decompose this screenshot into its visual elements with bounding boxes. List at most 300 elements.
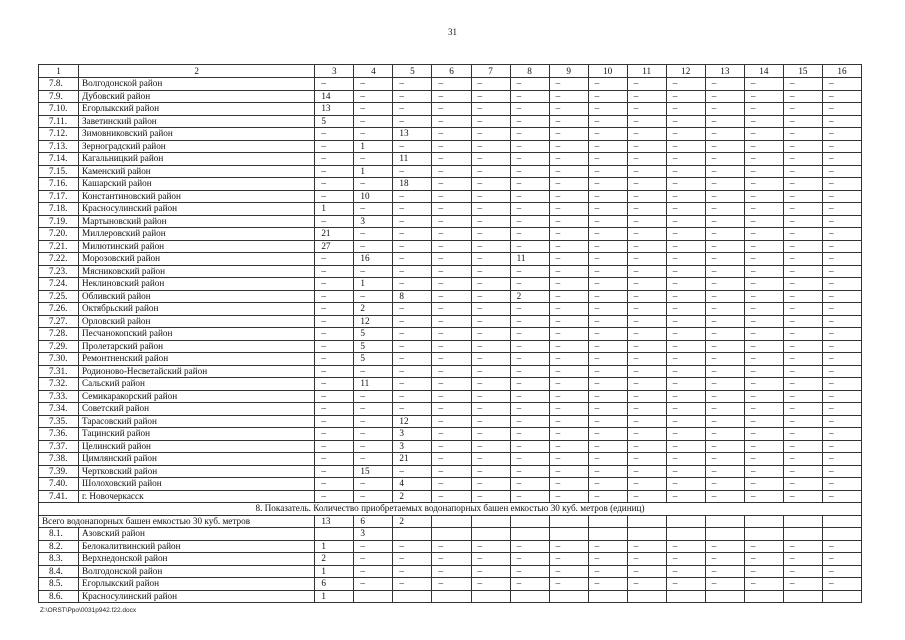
value-cell: – [705, 178, 744, 191]
district-name: Белокалитвинский район [79, 540, 315, 553]
value-cell: – [822, 390, 861, 403]
value-cell: – [510, 540, 549, 553]
value-cell: – [705, 415, 744, 428]
value-cell: – [627, 303, 666, 316]
value-cell: – [471, 390, 510, 403]
value-cell: – [432, 290, 471, 303]
value-cell: – [432, 478, 471, 491]
value-cell: – [549, 278, 588, 291]
data-table [38, 64, 862, 603]
value-cell: – [822, 140, 861, 153]
value-cell: – [471, 440, 510, 453]
value-cell: – [471, 290, 510, 303]
value-cell: – [315, 353, 354, 366]
value-cell: – [354, 240, 393, 253]
value-cell: – [354, 440, 393, 453]
value-cell [510, 515, 549, 528]
value-cell: – [705, 553, 744, 566]
district-name: Волгодонской район [79, 78, 315, 91]
value-cell: – [510, 565, 549, 578]
value-cell: – [315, 253, 354, 266]
value-cell: – [744, 415, 783, 428]
value-cell: – [432, 203, 471, 216]
value-cell: – [549, 128, 588, 141]
value-cell: – [432, 440, 471, 453]
value-cell: – [432, 428, 471, 441]
district-name: г. Новочеркасск [79, 490, 315, 503]
value-cell: – [744, 478, 783, 491]
district-name: Егорлыкский район [79, 578, 315, 591]
district-name: Морозовский район [79, 253, 315, 266]
value-cell: – [783, 278, 822, 291]
value-cell: – [393, 253, 432, 266]
value-cell: – [315, 378, 354, 391]
value-cell: – [549, 265, 588, 278]
row-number: 7.15. [39, 165, 79, 178]
value-cell: – [549, 365, 588, 378]
value-cell: – [705, 78, 744, 91]
value-cell: – [822, 478, 861, 491]
value-cell: – [393, 365, 432, 378]
value-cell: – [783, 553, 822, 566]
value-cell: – [822, 203, 861, 216]
value-cell: – [432, 365, 471, 378]
value-cell [588, 528, 627, 541]
value-cell: – [510, 553, 549, 566]
value-cell: – [471, 340, 510, 353]
value-cell: – [705, 365, 744, 378]
value-cell: 12 [354, 315, 393, 328]
value-cell: – [705, 103, 744, 116]
header-row [39, 65, 862, 78]
value-cell: – [393, 328, 432, 341]
value-cell: – [588, 403, 627, 416]
district-name: Красносулинский район [79, 590, 315, 603]
value-cell [432, 515, 471, 528]
value-cell: 21 [393, 453, 432, 466]
district-name: Зерноградский район [79, 140, 315, 153]
value-cell: – [744, 540, 783, 553]
value-cell: 2 [393, 515, 432, 528]
value-cell: 5 [354, 340, 393, 353]
value-cell: – [393, 303, 432, 316]
value-cell: – [783, 415, 822, 428]
value-cell: – [549, 103, 588, 116]
district-name: Милютинский район [79, 240, 315, 253]
value-cell: – [666, 128, 705, 141]
value-cell: – [705, 140, 744, 153]
value-cell: – [315, 490, 354, 503]
value-cell: – [354, 115, 393, 128]
value-cell: – [783, 303, 822, 316]
value-cell: – [471, 565, 510, 578]
row-number: 7.18. [39, 203, 79, 216]
value-cell: – [510, 228, 549, 241]
value-cell: – [549, 253, 588, 266]
value-cell: – [549, 340, 588, 353]
value-cell: 6 [354, 515, 393, 528]
district-name: Тарасовский район [79, 415, 315, 428]
value-cell: – [471, 165, 510, 178]
value-cell: – [549, 465, 588, 478]
value-cell: 4 [393, 478, 432, 491]
value-cell: – [705, 228, 744, 241]
district-name: Дубовский район [79, 90, 315, 103]
value-cell [432, 528, 471, 541]
value-cell: – [393, 465, 432, 478]
value-cell: – [822, 453, 861, 466]
total-row [39, 515, 862, 528]
value-cell: – [354, 553, 393, 566]
value-cell: – [744, 340, 783, 353]
value-cell: – [510, 328, 549, 341]
total-label: Всего водонапорных башен емкостью 30 куб. метров [39, 515, 315, 528]
value-cell: – [354, 153, 393, 166]
value-cell [549, 590, 588, 603]
value-cell: – [588, 428, 627, 441]
value-cell: – [705, 265, 744, 278]
value-cell: – [432, 228, 471, 241]
value-cell: – [705, 253, 744, 266]
value-cell: – [315, 403, 354, 416]
value-cell: – [471, 115, 510, 128]
table-row [39, 328, 862, 341]
value-cell [510, 528, 549, 541]
value-cell: – [549, 353, 588, 366]
value-cell: – [666, 328, 705, 341]
value-cell: – [705, 378, 744, 391]
column-header: 15 [783, 65, 822, 78]
value-cell: – [783, 90, 822, 103]
table-row [39, 240, 862, 253]
value-cell: – [822, 303, 861, 316]
district-name: Пролетарский район [79, 340, 315, 353]
value-cell: – [744, 428, 783, 441]
value-cell: – [315, 328, 354, 341]
value-cell [627, 515, 666, 528]
value-cell: – [822, 128, 861, 141]
value-cell: – [549, 403, 588, 416]
value-cell: – [666, 553, 705, 566]
value-cell [471, 515, 510, 528]
district-name: Волгодонской район [79, 565, 315, 578]
value-cell: – [432, 265, 471, 278]
value-cell: 16 [354, 253, 393, 266]
district-name: Миллеровский район [79, 228, 315, 241]
value-cell: – [354, 90, 393, 103]
value-cell: – [315, 315, 354, 328]
value-cell: – [627, 378, 666, 391]
value-cell: – [666, 203, 705, 216]
table-row [39, 578, 862, 591]
value-cell: – [627, 315, 666, 328]
district-name: Шолоховский район [79, 478, 315, 491]
value-cell: – [432, 390, 471, 403]
table-row [39, 178, 862, 191]
value-cell: – [588, 278, 627, 291]
table-row [39, 490, 862, 503]
value-cell: – [510, 140, 549, 153]
value-cell [588, 515, 627, 528]
value-cell: – [744, 265, 783, 278]
value-cell: – [510, 340, 549, 353]
value-cell: – [471, 453, 510, 466]
value-cell: – [744, 103, 783, 116]
table-row [39, 428, 862, 441]
value-cell: – [744, 353, 783, 366]
value-cell: – [549, 490, 588, 503]
value-cell: – [432, 328, 471, 341]
table-row [39, 353, 862, 366]
value-cell: – [549, 315, 588, 328]
value-cell: – [315, 390, 354, 403]
value-cell: – [822, 190, 861, 203]
value-cell: – [510, 278, 549, 291]
value-cell: – [510, 365, 549, 378]
value-cell [744, 528, 783, 541]
value-cell [432, 590, 471, 603]
row-number: 7.34. [39, 403, 79, 416]
value-cell: – [510, 440, 549, 453]
row-number: 7.38. [39, 453, 79, 466]
district-name: Верхнедонской район [79, 553, 315, 566]
value-cell: – [783, 453, 822, 466]
value-cell: – [822, 365, 861, 378]
value-cell: – [471, 328, 510, 341]
value-cell: 13 [315, 515, 354, 528]
value-cell: 18 [393, 178, 432, 191]
value-cell: – [666, 390, 705, 403]
value-cell [705, 590, 744, 603]
value-cell: – [393, 165, 432, 178]
row-number: 7.19. [39, 215, 79, 228]
value-cell: – [549, 178, 588, 191]
value-cell: – [666, 153, 705, 166]
value-cell: – [393, 203, 432, 216]
value-cell: – [666, 540, 705, 553]
column-header: 4 [354, 65, 393, 78]
value-cell: – [588, 478, 627, 491]
value-cell: – [783, 253, 822, 266]
value-cell: – [354, 365, 393, 378]
value-cell: – [666, 415, 705, 428]
value-cell: – [471, 203, 510, 216]
value-cell: – [744, 253, 783, 266]
column-header: 9 [549, 65, 588, 78]
value-cell: – [666, 353, 705, 366]
table-row [39, 128, 862, 141]
value-cell: – [588, 165, 627, 178]
value-cell: – [315, 340, 354, 353]
value-cell: – [432, 215, 471, 228]
value-cell: – [705, 203, 744, 216]
value-cell: – [822, 315, 861, 328]
value-cell: – [783, 128, 822, 141]
value-cell: – [783, 390, 822, 403]
value-cell: – [393, 390, 432, 403]
value-cell: – [588, 190, 627, 203]
row-number: 7.36. [39, 428, 79, 441]
value-cell: – [783, 290, 822, 303]
district-name: Кашарский район [79, 178, 315, 191]
value-cell: 12 [393, 415, 432, 428]
table-row [39, 153, 862, 166]
table-row [39, 303, 862, 316]
value-cell: – [510, 578, 549, 591]
value-cell: – [549, 453, 588, 466]
value-cell: – [393, 78, 432, 91]
value-cell: – [315, 153, 354, 166]
value-cell: – [354, 540, 393, 553]
value-cell: – [666, 290, 705, 303]
value-cell: – [588, 465, 627, 478]
value-cell: – [744, 153, 783, 166]
value-cell: 1 [315, 540, 354, 553]
value-cell: – [354, 390, 393, 403]
value-cell: – [783, 328, 822, 341]
value-cell: – [354, 203, 393, 216]
section-title: 8. Показатель. Количество приобретаемых водонапорных башен емкостью 30 куб. метров (единиц) [39, 503, 862, 516]
value-cell: – [822, 153, 861, 166]
value-cell [315, 528, 354, 541]
column-header: 3 [315, 65, 354, 78]
value-cell: – [354, 103, 393, 116]
table-row [39, 165, 862, 178]
row-number: 8.6. [39, 590, 79, 603]
value-cell: – [315, 303, 354, 316]
value-cell: – [627, 465, 666, 478]
column-header: 14 [744, 65, 783, 78]
value-cell: – [393, 403, 432, 416]
value-cell: 3 [354, 215, 393, 228]
value-cell: – [744, 565, 783, 578]
value-cell: – [588, 340, 627, 353]
value-cell: – [666, 178, 705, 191]
value-cell: – [822, 353, 861, 366]
district-name: Мясниковский район [79, 265, 315, 278]
value-cell: – [822, 265, 861, 278]
value-cell: – [744, 390, 783, 403]
value-cell [471, 528, 510, 541]
value-cell: – [783, 190, 822, 203]
value-cell: – [627, 90, 666, 103]
value-cell [588, 590, 627, 603]
value-cell: – [627, 490, 666, 503]
value-cell: – [822, 415, 861, 428]
value-cell: – [471, 415, 510, 428]
value-cell: – [666, 403, 705, 416]
value-cell: 8 [393, 290, 432, 303]
value-cell: – [432, 453, 471, 466]
value-cell: – [627, 328, 666, 341]
value-cell: – [705, 303, 744, 316]
value-cell: – [354, 228, 393, 241]
value-cell: – [510, 215, 549, 228]
value-cell: – [705, 115, 744, 128]
value-cell: – [783, 465, 822, 478]
value-cell: – [471, 353, 510, 366]
value-cell: – [549, 203, 588, 216]
value-cell: – [627, 565, 666, 578]
value-cell: – [471, 315, 510, 328]
column-header: 1 [39, 65, 79, 78]
value-cell: – [510, 178, 549, 191]
value-cell: – [627, 453, 666, 466]
value-cell: – [510, 390, 549, 403]
value-cell: – [549, 90, 588, 103]
value-cell [627, 528, 666, 541]
row-number: 7.17. [39, 190, 79, 203]
table-row [39, 390, 862, 403]
value-cell: – [549, 565, 588, 578]
value-cell: – [744, 365, 783, 378]
value-cell: – [510, 490, 549, 503]
row-number: 7.10. [39, 103, 79, 116]
value-cell: – [510, 453, 549, 466]
value-cell: 2 [315, 553, 354, 566]
value-cell: – [627, 203, 666, 216]
value-cell: – [666, 378, 705, 391]
value-cell: – [588, 290, 627, 303]
value-cell: – [627, 278, 666, 291]
value-cell: – [744, 215, 783, 228]
table-row [39, 215, 862, 228]
value-cell: – [822, 240, 861, 253]
value-cell: – [432, 90, 471, 103]
value-cell: 5 [354, 328, 393, 341]
value-cell: – [549, 415, 588, 428]
value-cell: – [666, 478, 705, 491]
district-name: Сальский район [79, 378, 315, 391]
value-cell: – [744, 490, 783, 503]
row-number: 7.16. [39, 178, 79, 191]
value-cell: – [705, 90, 744, 103]
value-cell: – [393, 565, 432, 578]
value-cell: – [822, 178, 861, 191]
value-cell: – [666, 340, 705, 353]
value-cell: – [471, 90, 510, 103]
row-number: 7.37. [39, 440, 79, 453]
value-cell: – [354, 578, 393, 591]
value-cell: – [822, 328, 861, 341]
value-cell: – [588, 78, 627, 91]
row-number: 7.40. [39, 478, 79, 491]
value-cell: – [822, 290, 861, 303]
value-cell: – [393, 190, 432, 203]
value-cell: – [744, 403, 783, 416]
value-cell: – [744, 440, 783, 453]
table-row [39, 203, 862, 216]
value-cell: – [393, 140, 432, 153]
value-cell: – [588, 115, 627, 128]
value-cell: – [705, 478, 744, 491]
value-cell [705, 515, 744, 528]
district-name: Азовский район [79, 528, 315, 541]
value-cell: – [705, 440, 744, 453]
value-cell: – [510, 378, 549, 391]
value-cell: – [705, 153, 744, 166]
value-cell: – [666, 215, 705, 228]
value-cell: – [354, 78, 393, 91]
value-cell: – [822, 165, 861, 178]
value-cell: – [627, 228, 666, 241]
value-cell: – [666, 453, 705, 466]
value-cell: – [705, 215, 744, 228]
value-cell: – [783, 178, 822, 191]
value-cell: – [549, 115, 588, 128]
value-cell: – [783, 378, 822, 391]
value-cell: – [393, 553, 432, 566]
